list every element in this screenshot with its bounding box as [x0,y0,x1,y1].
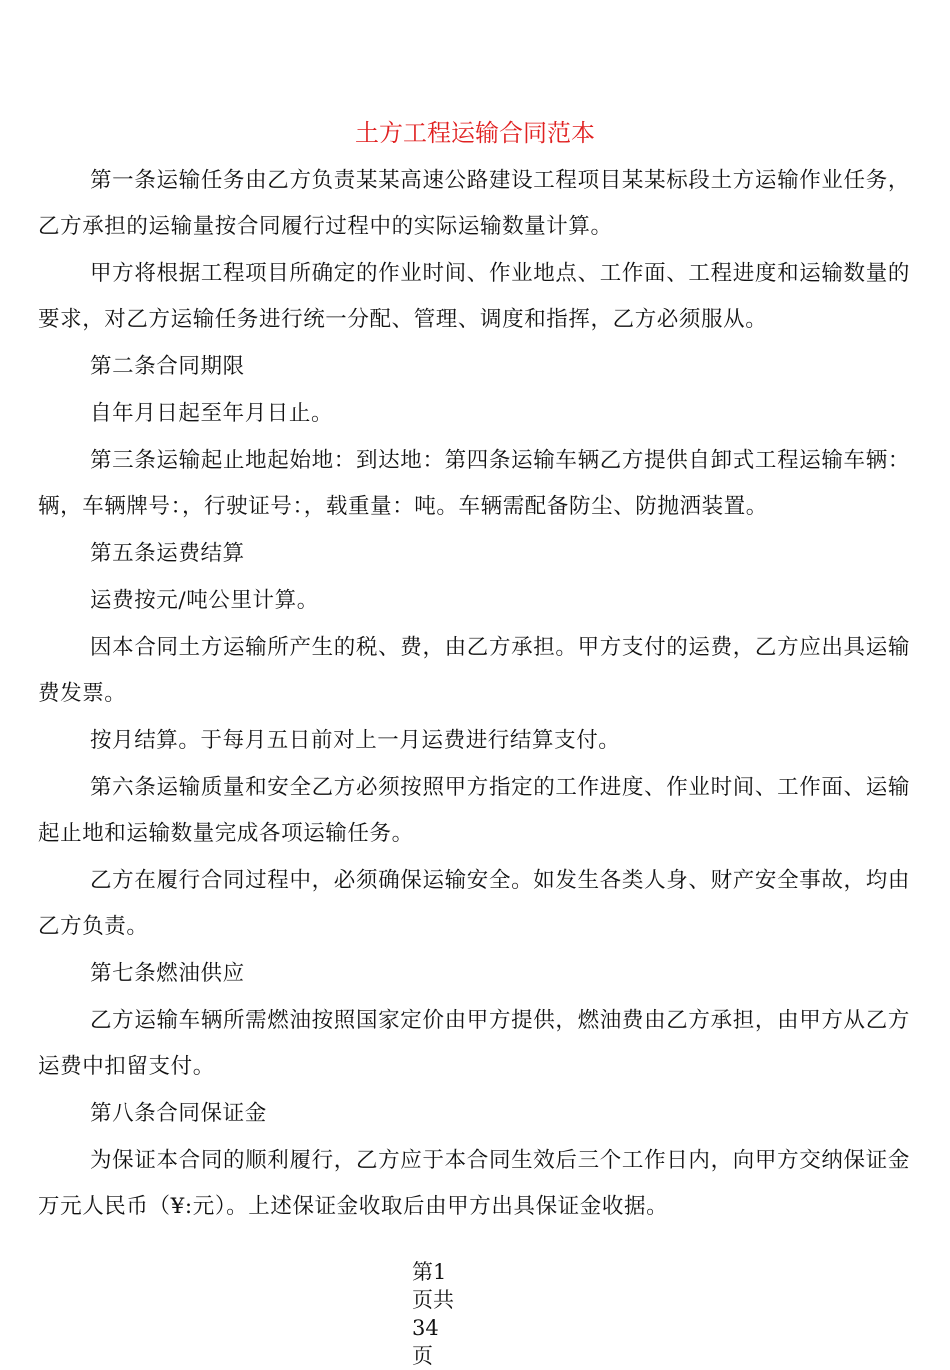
page-number-line: 34 [412,1316,439,1340]
page-number [412,1258,464,1370]
paragraph-quality: 第六条运输质量和安全乙方必须按照甲方指定的工作进度、作业时间、工作面、运输起止地和运输数量完成各项运输任务。 [38,775,910,846]
paragraph-task: 第一条运输任务由乙方负责某某高速公路建设工程项目某某标段土方运输作业任务，乙方承担的运输量按合同履行过程中的实际运输数量计算。 [38,168,910,239]
paragraph-allocation: 甲方将根据工程项目所确定的作业时间、作业地点、工作面、工程进度和运输数量的要求，对乙方运输任务进行统一分配、管理、调度和指挥，乙方必须服从。 [38,261,910,332]
clause-heading-fuel: 第七条燃油供应 [90,961,245,986]
clause-heading-settlement: 第五条运费结算 [90,541,245,566]
paragraph-tax: 因本合同土方运输所产生的税、费，由乙方承担。甲方支付的运费，乙方应出具运输费发票。 [38,635,910,706]
page-number-line: 页 [412,1344,433,1368]
document-body [38,158,910,1231]
paragraph-monthly: 按月结算。于每月五日前对上一月运费进行结算支付。 [90,728,621,753]
clause-heading-deposit: 第八条合同保证金 [90,1101,267,1126]
clause-heading-term: 第二条合同期限 [90,354,245,379]
page-number-line: 页共 [412,1288,454,1312]
paragraph-rate: 运费按元/吨公里计算。 [90,588,319,613]
paragraph-safety: 乙方在履行合同过程中，必须确保运输安全。如发生各类人身、财产安全事故，均由乙方负责。 [38,868,910,939]
paragraph-route-vehicles: 第三条运输起止地起始地：到达地：第四条运输车辆乙方提供自卸式工程运输车辆：辆，车辆牌号：，行驶证号：，载重量：吨。车辆需配备防尘、防抛洒装置。 [38,448,910,519]
document-title: 土方工程运输合同范本 [355,119,595,147]
paragraph-term: 自年月日起至年月日止。 [90,401,334,426]
page-number-line: 第1 [412,1260,447,1284]
paragraph-deposit: 为保证本合同的顺利履行，乙方应于本合同生效后三个工作日内，向甲方交纳保证金万元人民币（¥:元）。上述保证金收取后由甲方出具保证金收据。 [38,1148,910,1219]
paragraph-fuel: 乙方运输车辆所需燃油按照国家定价由甲方提供，燃油费由乙方承担，由甲方从乙方运费中扣留支付。 [38,1008,910,1079]
